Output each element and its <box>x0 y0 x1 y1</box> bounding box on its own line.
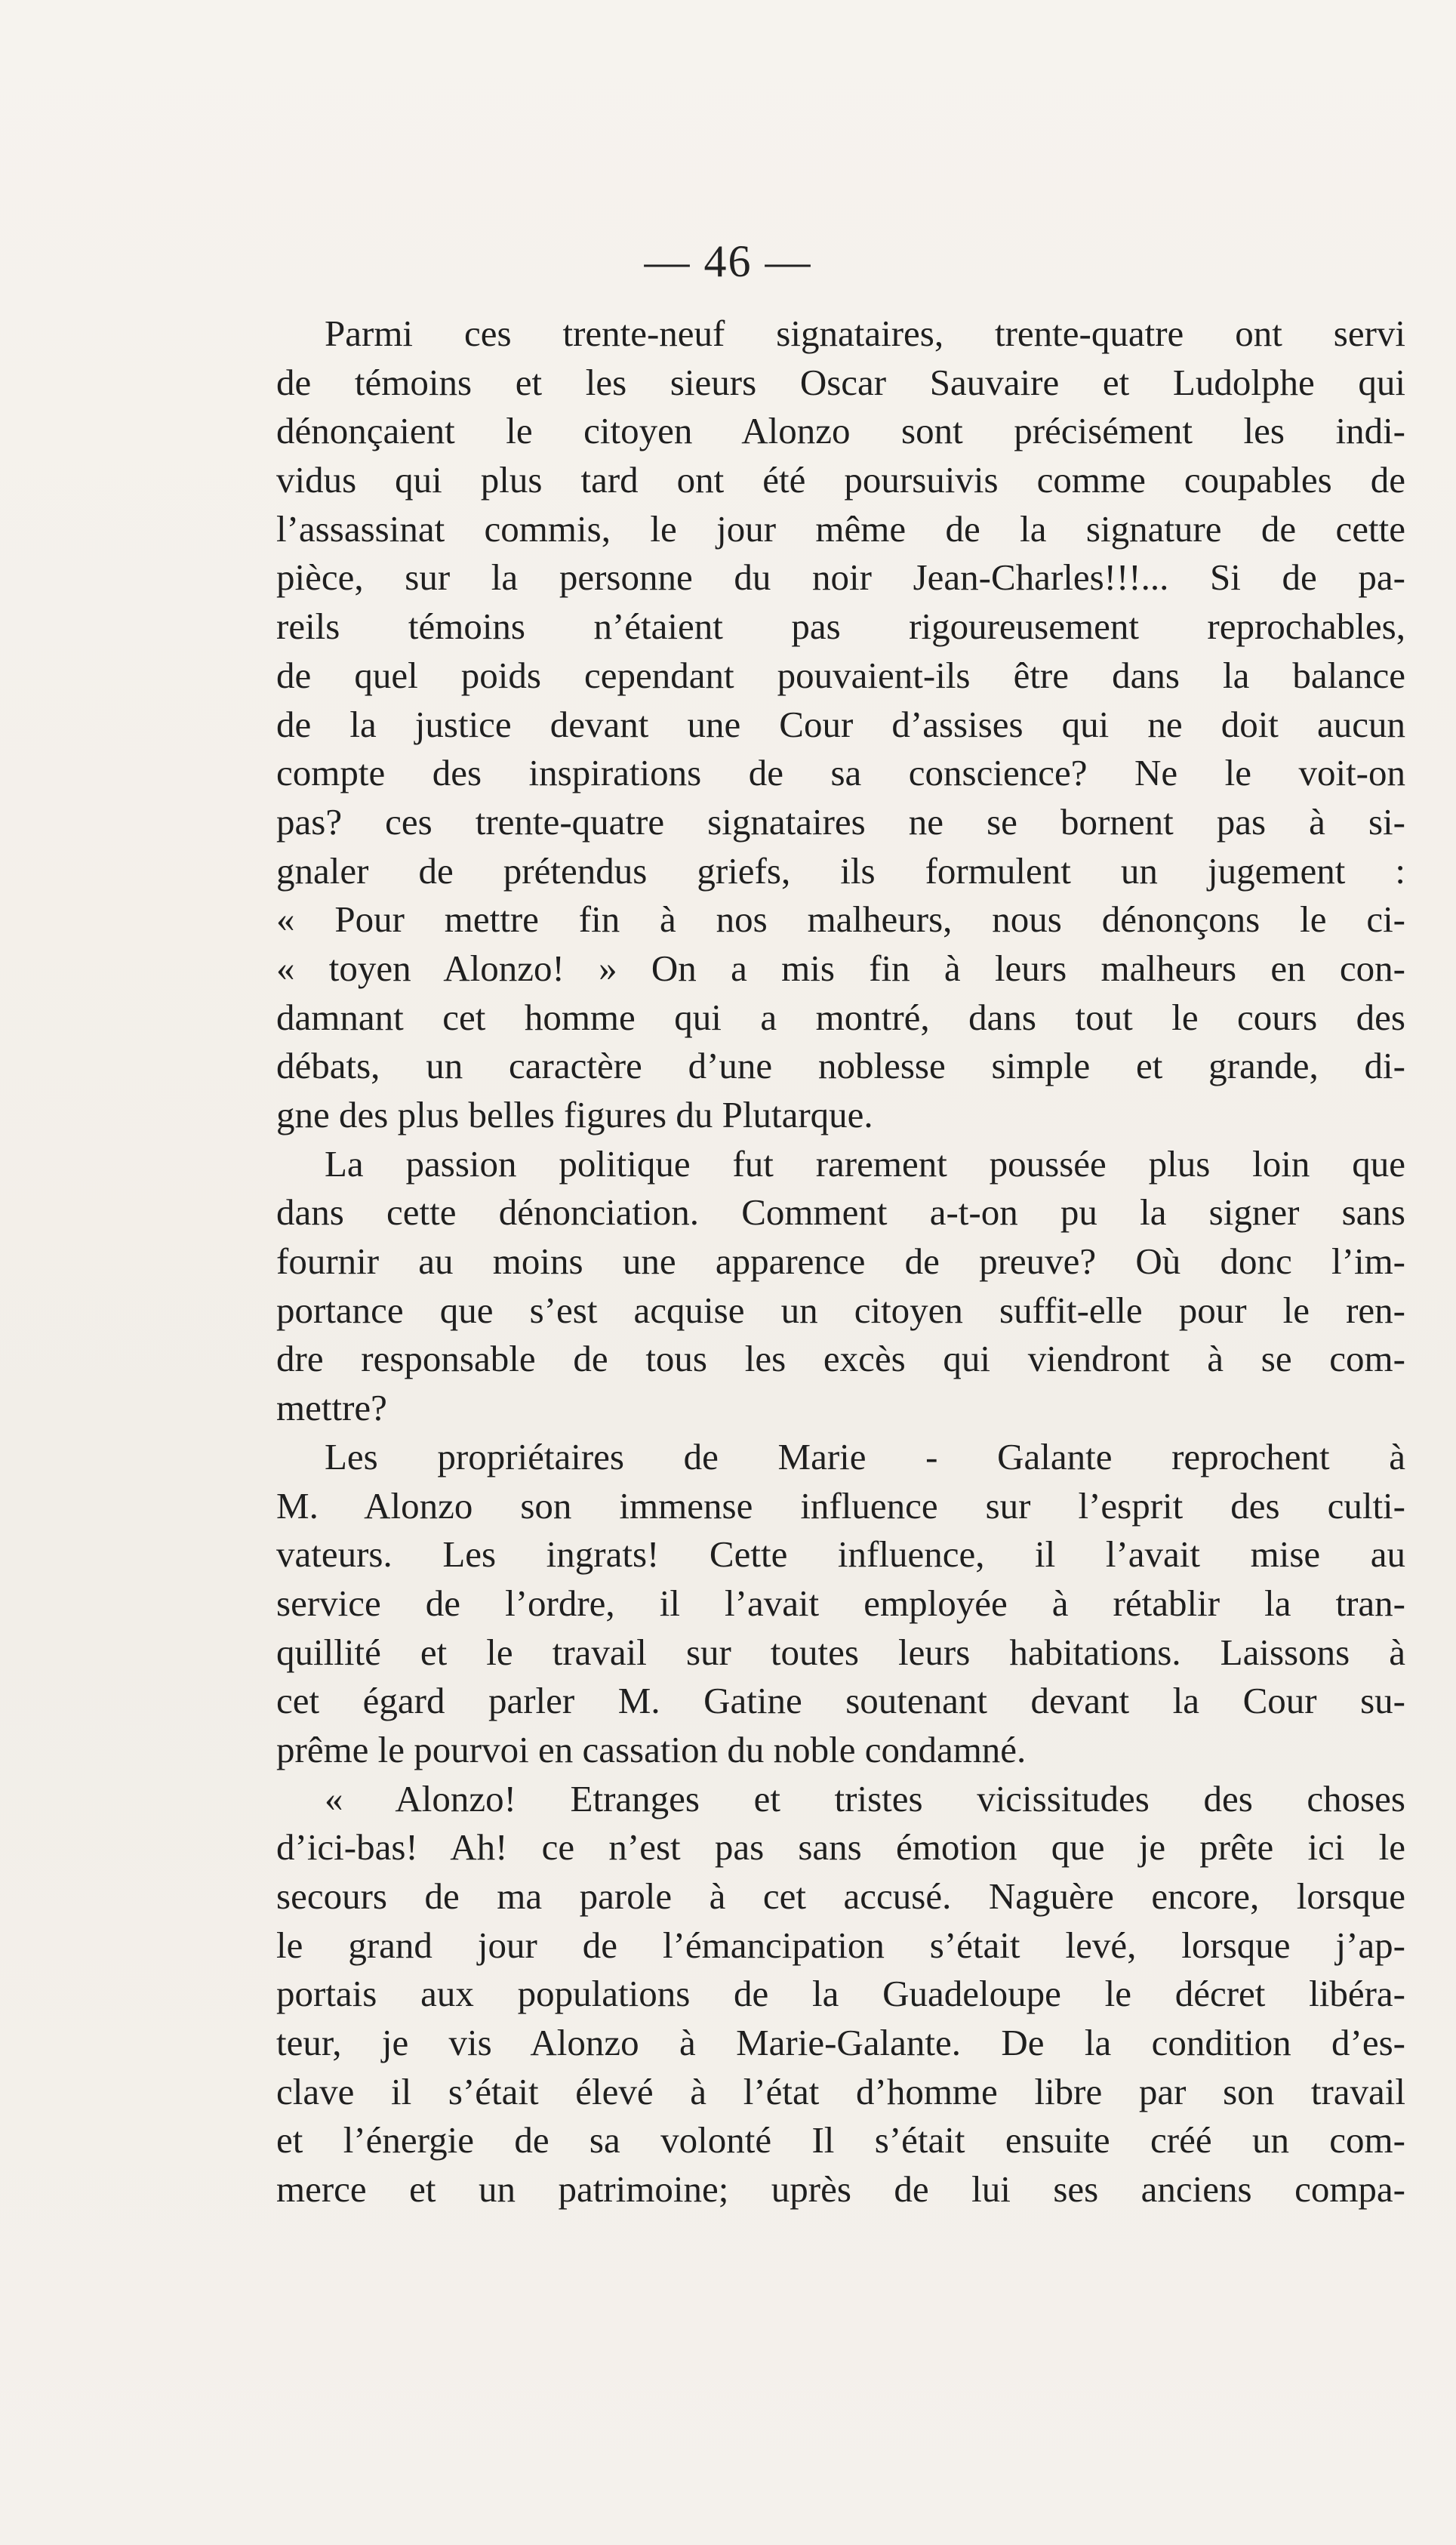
text-line: quillité et le travail sur toutes leurs habitations. Laissons à <box>276 1631 1405 1673</box>
text-line: « toyen Alonzo! » On a mis fin à leurs malheurs en con- <box>276 947 1405 989</box>
text-line: de témoins et les sieurs Oscar Sauvaire et Ludolphe qui <box>276 361 1405 403</box>
text-line: gnaler de prétendus griefs, ils formulent un jugement : <box>276 849 1405 892</box>
text-line: vidus qui plus tard ont été poursuivis comme coupables de <box>276 459 1405 501</box>
text-line: Parmi ces trente-neuf signataires, trente-quatre ont servi <box>325 313 1405 354</box>
text-line: Les propriétaires de Marie - Galante reprochent à <box>325 1435 1405 1477</box>
text-line: « Alonzo! Etranges et tristes vicissitudes des choses <box>325 1777 1405 1819</box>
text-line: pas? ces trente-quatre signataires ne se bornent pas à si- <box>276 800 1405 843</box>
text-line: merce et un patrimoine; uprès de lui ses anciens compa- <box>276 2168 1405 2211</box>
body-text <box>276 310 1405 2214</box>
text-line: débats, un caractère d’une noblesse simple et grande, di- <box>276 1045 1405 1087</box>
text-line: et l’énergie de sa volonté Il s’était ensuite créé un com- <box>276 2119 1405 2161</box>
text-line: dre responsable de tous les excès qui viendront à se com- <box>276 1338 1405 1380</box>
text-line: « Pour mettre fin à nos malheurs, nous dénonçons le ci- <box>276 898 1405 941</box>
text-line: fournir au moins une apparence de preuve? Où donc l’im- <box>276 1240 1405 1283</box>
text-line: pièce, sur la personne du noir Jean-Charles!!!... Si de pa- <box>276 556 1405 599</box>
text-line: service de l’ordre, il l’avait employée à rétablir la tran- <box>276 1582 1405 1624</box>
text-line: portance que s’est acquise un citoyen suffit-elle pour le ren- <box>276 1289 1405 1331</box>
page-number: — 46 — <box>644 236 812 286</box>
text-line: dans cette dénonciation. Comment a-t-on pu la signer sans <box>276 1191 1405 1234</box>
text-line: M. Alonzo son immense influence sur l’esprit des culti- <box>276 1484 1405 1527</box>
text-line: mettre? <box>276 1387 387 1429</box>
text-line: reils témoins n’étaient pas rigoureusement reprochables, <box>276 605 1405 648</box>
text-line: clave il s’était élevé à l’état d’homme libre par son travail <box>276 2070 1405 2112</box>
text-line: La passion politique fut rarement poussée plus loin que <box>325 1142 1405 1185</box>
text-line: de quel poids cependant pouvaient-ils être dans la balance <box>276 654 1405 696</box>
text-line: le grand jour de l’émancipation s’était levé, lorsque j’ap- <box>276 1924 1405 1966</box>
text-line: compte des inspirations de sa conscience? Ne le voit-on <box>276 752 1405 794</box>
text-line: secours de ma parole à cet accusé. Naguère encore, lorsque <box>276 1875 1405 1917</box>
text-line: portais aux populations de la Guadeloupe le décret libéra- <box>276 1973 1405 2015</box>
text-line: damnant cet homme qui a montré, dans tout le cours des <box>276 996 1405 1038</box>
text-line: teur, je vis Alonzo à Marie-Galante. De la condition d’es- <box>276 2022 1405 2064</box>
text-line: l’assassinat commis, le jour même de la signature de cette <box>276 507 1405 550</box>
text-line: gne des plus belles figures du Plutarque. <box>276 1094 873 1135</box>
text-line: d’ici-bas! Ah! ce n’est pas sans émotion que je prête ici le <box>276 1826 1405 1869</box>
text-line: cet égard parler M. Gatine soutenant devant la Cour su- <box>276 1680 1405 1722</box>
text-line: vateurs. Les ingrats! Cette influence, il l’avait mise au <box>276 1533 1405 1576</box>
text-line: dénonçaient le citoyen Alonzo sont précisément les indi- <box>276 410 1405 452</box>
text-line: de la justice devant une Cour d’assises qui ne doit aucun <box>276 703 1405 745</box>
text-line: prême le pourvoi en cassation du noble condamné. <box>276 1728 1027 1770</box>
